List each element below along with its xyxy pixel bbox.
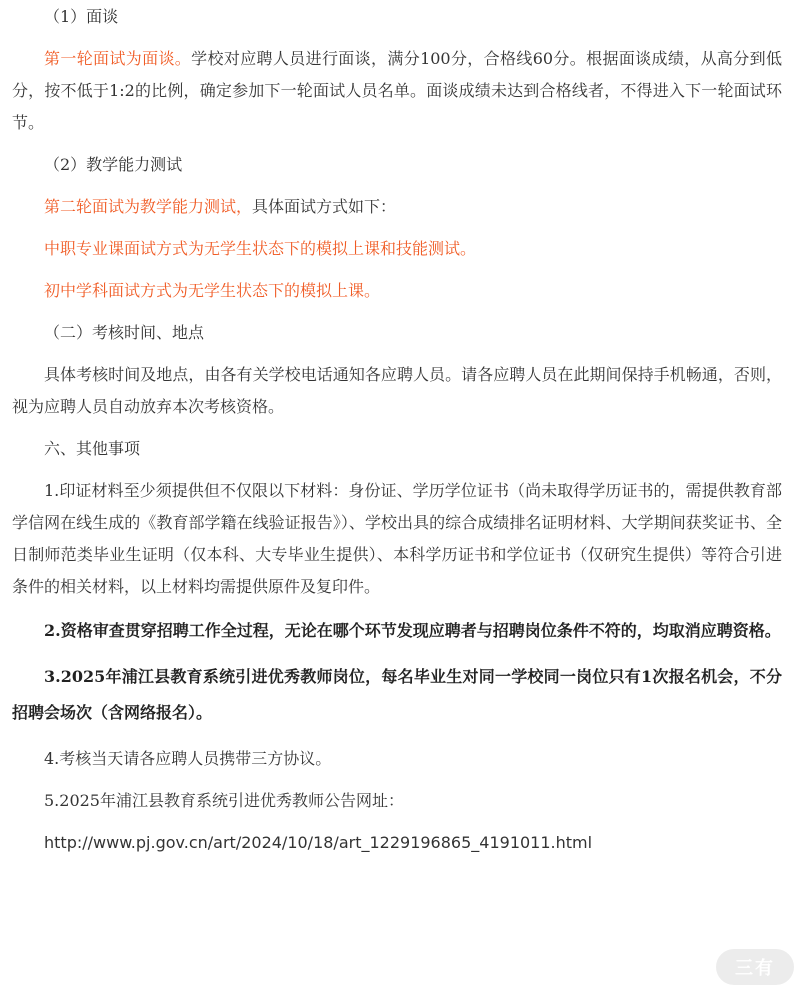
interview-heading: （1）面谈 bbox=[44, 7, 119, 26]
junior-method: 初中学科面试方式为无学生状态下的模拟上课。 bbox=[44, 281, 381, 300]
vocational-method: 中职专业课面试方式为无学生状态下的模拟上课和技能测试。 bbox=[44, 239, 477, 258]
other-heading: 六、其他事项 bbox=[44, 439, 141, 458]
teaching-lead-highlight: 第二轮面试为教学能力测试， bbox=[44, 197, 253, 216]
time-place-paragraph: 具体考核时间及地点，由各有关学校电话通知各应聘人员。请各应聘人员在此期间保持手机畅通，否则，视为应聘人员自动放弃本次考核资格。 bbox=[12, 365, 782, 416]
other-item-2: 2.资格审查贯穿招聘工作全过程，无论在哪个环节发现应聘者与招聘岗位条件不符的，均取消应聘资格。 bbox=[44, 621, 781, 640]
teaching-heading: （2）教学能力测试 bbox=[44, 155, 183, 174]
interview-lead-highlight: 第一轮面试为面谈。 bbox=[44, 49, 192, 68]
teaching-paragraph bbox=[12, 191, 782, 223]
other-item-3: 3.2025年浦江县教育系统引进优秀教师岗位，每名毕业生对同一学校同一岗位只有1次报名机会，不分招聘会场次（含网络报名）。 bbox=[12, 667, 782, 722]
site-watermark: 三有 bbox=[716, 949, 794, 985]
announcement-url[interactable]: http://www.pj.gov.cn/art/2024/10/18/art_1229196865_4191011.html bbox=[44, 833, 593, 852]
time-place-heading: （二）考核时间、地点 bbox=[44, 323, 205, 342]
article-body bbox=[12, 0, 782, 859]
interview-paragraph bbox=[12, 43, 782, 139]
interview-body: 学校对应聘人员进行面谈，满分100分，合格线60分。根据面谈成绩，从高分到低分，按不低于1:2的比例，确定参加下一轮面试人员名单。面谈成绩未达到合格线者，不得进入下一轮面试环节。 bbox=[12, 49, 782, 132]
other-item-1: 1.印证材料至少须提供但不仅限以下材料：身份证、学历学位证书（尚未取得学历证书的，需提供教育部学信网在线生成的《教育部学籍在线验证报告》）、学校出具的综合成绩排名证明材料、大学期间获奖证书、全日制师范类毕业生证明（仅本科、大专毕业生提供）、本科学历证书和学位证书（仅研究生提供）等符合引进条件的相关材料，以上材料均需提供原件及复印件。 bbox=[12, 481, 782, 596]
teaching-lead-rest: 具体面试方式如下： bbox=[252, 197, 397, 216]
other-item-4: 4.考核当天请各应聘人员携带三方协议。 bbox=[44, 749, 332, 768]
other-item-5: 5.2025年浦江县教育系统引进优秀教师公告网址： bbox=[44, 791, 404, 810]
